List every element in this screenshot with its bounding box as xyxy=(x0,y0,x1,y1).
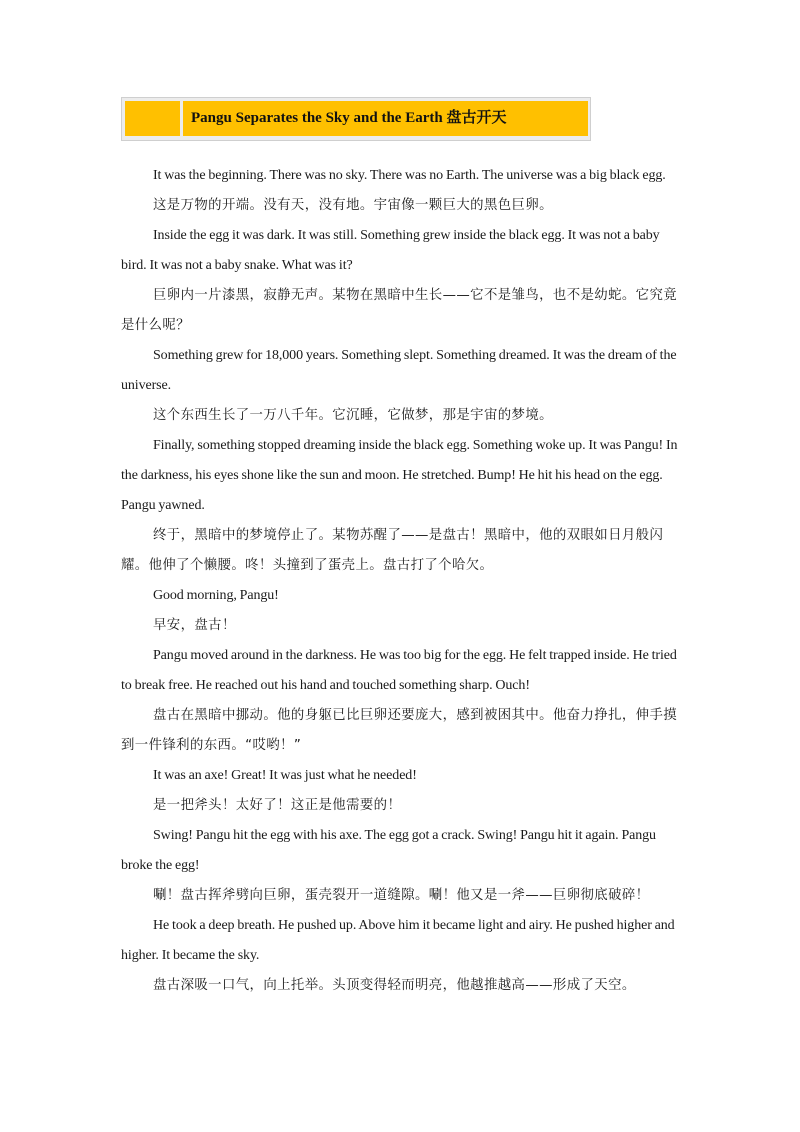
paragraph-en: It was the beginning. There was no sky. There was no Earth. The universe was a big black egg. xyxy=(153,168,666,183)
paragraph-en: Inside the egg it was dark. It was still. Something grew inside the black egg. It was not a baby bird. It was not a baby snake. What was it? xyxy=(121,228,660,273)
paragraph-zh: 唰！盘古挥斧劈向巨卵，蛋壳裂开一道缝隙。唰！他又是一斧——巨卵彻底破碎！ xyxy=(153,888,650,903)
page-title: Pangu Separates the Sky and the Earth 盘古开天 xyxy=(183,101,588,136)
paragraph-en: Pangu moved around in the darkness. He was too big for the egg. He felt trapped inside. He tried to break free. He reached out his hand and touched something sharp. Ouch! xyxy=(121,648,677,693)
paragraph-zh: 早安，盘古！ xyxy=(153,618,236,633)
paragraph-zh: 终于，黑暗中的梦境停止了。某物苏醒了——是盘古！黑暗中，他的双眼如日月般闪耀。他伸了个懒腰。咚！头撞到了蛋壳上。盘古打了个哈欠。 xyxy=(121,528,664,573)
paragraph-zh: 这个东西生长了一万八千年。它沉睡，它做梦，那是宇宙的梦境。 xyxy=(153,408,553,423)
paragraph-en: It was an axe! Great! It was just what he needed! xyxy=(153,768,417,783)
paragraph-zh: 这是万物的开端。没有天，没有地。宇宙像一颗巨大的黑色巨卵。 xyxy=(153,198,553,213)
paragraph-zh: 巨卵内一片漆黑，寂静无声。某物在黑暗中生长——它不是雏鸟，也不是幼蛇。它究竟是什么呢？ xyxy=(121,288,678,333)
paragraph-en: Something grew for 18,000 years. Something slept. Something dreamed. It was the dream of the universe. xyxy=(121,348,677,393)
story-body xyxy=(121,161,679,1001)
paragraph-en: Good morning, Pangu! xyxy=(153,588,279,603)
paragraph-zh: 盘古深吸一口气，向上托举。头顶变得轻而明亮，他越推越高——形成了天空。 xyxy=(153,978,636,993)
paragraph-en: Finally, something stopped dreaming inside the black egg. Something woke up. It was Pangu! In the darkness, his eyes shone like the sun and moon. He stretched. Bump! He hit his head on the egg. Pangu yawned. xyxy=(121,438,678,513)
paragraph-zh: 是一把斧头！太好了！这正是他需要的！ xyxy=(153,798,402,813)
paragraph-zh: 盘古在黑暗中挪动。他的身躯已比巨卵还要庞大，感到被困其中。他奋力挣扎，伸手摸到一件锋利的东西。“哎哟！” xyxy=(121,708,678,753)
title-accent-block xyxy=(125,101,180,136)
paragraph-en: Swing! Pangu hit the egg with his axe. The egg got a crack. Swing! Pangu hit it again. Pangu broke the egg! xyxy=(121,828,656,873)
paragraph-en: He took a deep breath. He pushed up. Above him it became light and airy. He pushed higher and higher. It became the sky. xyxy=(121,918,675,963)
